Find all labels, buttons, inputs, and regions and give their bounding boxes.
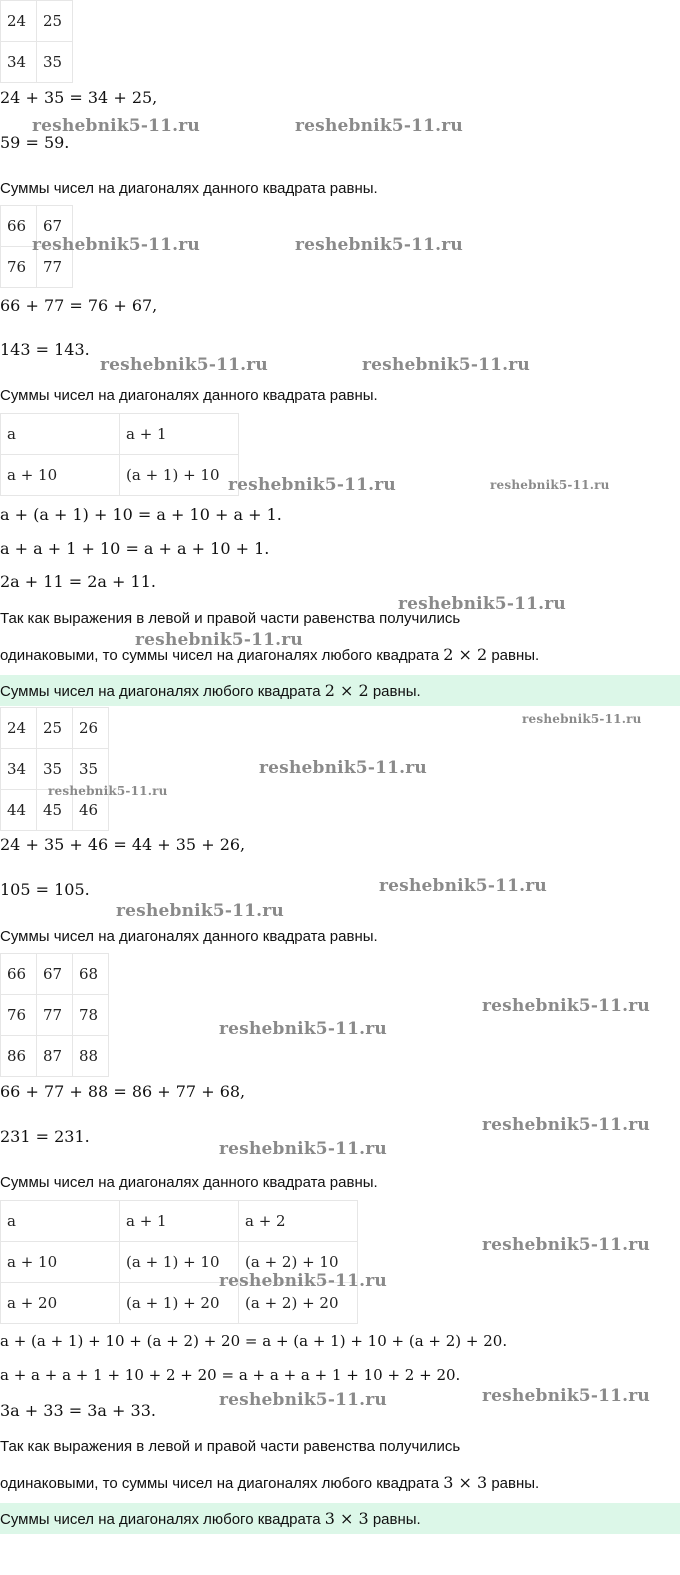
grid-cell: 86 bbox=[1, 1036, 37, 1077]
grid-cell: (a + 2) + 20 bbox=[239, 1283, 358, 1324]
watermark: reshebnik5-11.ru bbox=[219, 1139, 387, 1159]
explanation-text: Так как выражения в левой и правой части равенства получились bbox=[0, 1438, 461, 1455]
grid-cell: 45 bbox=[37, 790, 73, 831]
grid-cell: a bbox=[1, 1201, 120, 1242]
equation: a + a + 1 + 10 = a + a + 10 + 1. bbox=[0, 539, 270, 558]
grid-cell: 77 bbox=[37, 247, 73, 288]
watermark: reshebnik5-11.ru bbox=[482, 1115, 650, 1135]
equation: 231 = 231. bbox=[0, 1127, 90, 1146]
watermark: reshebnik5-11.ru bbox=[490, 478, 610, 492]
grid-cell: 25 bbox=[37, 708, 73, 749]
text-fragment: равны. bbox=[372, 1511, 421, 1528]
watermark: reshebnik5-11.ru bbox=[398, 594, 566, 614]
watermark: reshebnik5-11.ru bbox=[32, 235, 200, 255]
watermark: reshebnik5-11.ru bbox=[295, 235, 463, 255]
equation: 66 + 77 + 88 = 86 + 77 + 68, bbox=[0, 1082, 246, 1101]
grid-cell: 88 bbox=[73, 1036, 109, 1077]
grid-cell: 76 bbox=[1, 247, 37, 288]
equation: 3a + 33 = 3a + 33. bbox=[0, 1401, 156, 1420]
watermark: reshebnik5-11.ru bbox=[48, 784, 168, 798]
grid-cell: 68 bbox=[73, 954, 109, 995]
inline-math: 2 × 2 bbox=[443, 645, 488, 664]
equation: 2a + 11 = 2a + 11. bbox=[0, 572, 156, 591]
inline-math: 3 × 3 bbox=[443, 1473, 488, 1492]
watermark: reshebnik5-11.ru bbox=[295, 116, 463, 136]
text-fragment: Суммы чисел на диагоналях любого квадрата bbox=[0, 683, 321, 700]
grid-cell: 87 bbox=[37, 1036, 73, 1077]
watermark: reshebnik5-11.ru bbox=[228, 475, 396, 495]
grid-cell: 67 bbox=[37, 206, 73, 247]
grid-cell: a + 20 bbox=[1, 1283, 120, 1324]
explanation-text bbox=[0, 1473, 539, 1492]
answer-highlight bbox=[0, 675, 680, 706]
grid-cell: 66 bbox=[1, 206, 37, 247]
grid-cell: 25 bbox=[37, 1, 73, 42]
text-fragment: одинаковыми, то суммы чисел на диагоналях любого квадрата bbox=[0, 1475, 440, 1492]
grid-cell: 24 bbox=[1, 708, 37, 749]
conclusion-text: Суммы чисел на диагоналях данного квадрата равны. bbox=[0, 387, 378, 404]
equation: a + a + a + 1 + 10 + 2 + 20 = a + a + a + 1 + 10 + 2 + 20. bbox=[0, 1366, 461, 1384]
grid-cell: 44 bbox=[1, 790, 37, 831]
watermark: reshebnik5-11.ru bbox=[116, 901, 284, 921]
watermark: reshebnik5-11.ru bbox=[482, 1235, 650, 1255]
grid-cell: 78 bbox=[73, 995, 109, 1036]
grid-cell: (a + 1) + 10 bbox=[120, 455, 239, 496]
grid-cell: a + 1 bbox=[120, 1201, 239, 1242]
conclusion-text: Суммы чисел на диагоналях данного квадрата равны. bbox=[0, 180, 378, 197]
watermark: reshebnik5-11.ru bbox=[482, 996, 650, 1016]
equation: 66 + 77 = 76 + 67, bbox=[0, 296, 158, 315]
explanation-text: Так как выражения в левой и правой части равенства получились bbox=[0, 610, 461, 627]
equation: a + (a + 1) + 10 = a + 10 + a + 1. bbox=[0, 505, 282, 524]
grid-cell: 66 bbox=[1, 954, 37, 995]
watermark: reshebnik5-11.ru bbox=[219, 1271, 387, 1291]
grid-cell: 35 bbox=[37, 42, 73, 83]
grid-cell: 35 bbox=[37, 749, 73, 790]
grid-cell: a + 10 bbox=[1, 1242, 120, 1283]
text-fragment: равны. bbox=[491, 647, 540, 664]
watermark: reshebnik5-11.ru bbox=[522, 712, 642, 726]
grid-cell: (a + 1) + 10 bbox=[120, 1242, 239, 1283]
text-fragment: равны. bbox=[372, 683, 421, 700]
inline-math: 2 × 2 bbox=[324, 681, 369, 700]
grid-cell: 34 bbox=[1, 749, 37, 790]
expression-grid-2x2 bbox=[0, 413, 239, 496]
grid-cell: 35 bbox=[73, 749, 109, 790]
grid-cell: 24 bbox=[1, 1, 37, 42]
number-grid-3x3-a bbox=[0, 707, 109, 831]
watermark: reshebnik5-11.ru bbox=[379, 876, 547, 896]
inline-math: 3 × 3 bbox=[324, 1509, 369, 1528]
grid-cell: (a + 2) + 10 bbox=[239, 1242, 358, 1283]
watermark: reshebnik5-11.ru bbox=[362, 355, 530, 375]
watermark: reshebnik5-11.ru bbox=[135, 630, 303, 650]
equation: 24 + 35 = 34 + 25, bbox=[0, 88, 158, 107]
equation: 59 = 59. bbox=[0, 133, 70, 152]
text-fragment: Суммы чисел на диагоналях любого квадрата bbox=[0, 1511, 321, 1528]
watermark: reshebnik5-11.ru bbox=[259, 758, 427, 778]
grid-cell: 76 bbox=[1, 995, 37, 1036]
equation: a + (a + 1) + 10 + (a + 2) + 20 = a + (a + 1) + 10 + (a + 2) + 20. bbox=[0, 1332, 508, 1350]
conclusion-text: Суммы чисел на диагоналях данного квадрата равны. bbox=[0, 1174, 378, 1191]
equation: 143 = 143. bbox=[0, 340, 90, 359]
equation: 105 = 105. bbox=[0, 880, 90, 899]
number-grid-2x2-a bbox=[0, 0, 73, 83]
watermark: reshebnik5-11.ru bbox=[219, 1019, 387, 1039]
text-fragment: равны. bbox=[491, 1475, 540, 1492]
grid-cell: 77 bbox=[37, 995, 73, 1036]
grid-cell: 67 bbox=[37, 954, 73, 995]
grid-cell: 46 bbox=[73, 790, 109, 831]
answer-highlight bbox=[0, 1503, 680, 1534]
grid-cell: (a + 1) + 20 bbox=[120, 1283, 239, 1324]
grid-cell: a + 1 bbox=[120, 414, 239, 455]
expression-grid-3x3 bbox=[0, 1200, 358, 1324]
grid-cell: a bbox=[1, 414, 120, 455]
text-fragment: одинаковыми, то суммы чисел на диагоналях любого квадрата bbox=[0, 647, 440, 664]
grid-cell: a + 2 bbox=[239, 1201, 358, 1242]
grid-cell: a + 10 bbox=[1, 455, 120, 496]
watermark: reshebnik5-11.ru bbox=[219, 1390, 387, 1410]
equation: 24 + 35 + 46 = 44 + 35 + 26, bbox=[0, 835, 246, 854]
watermark: reshebnik5-11.ru bbox=[32, 116, 200, 136]
number-grid-3x3-b bbox=[0, 953, 109, 1077]
watermark: reshebnik5-11.ru bbox=[100, 355, 268, 375]
watermark: reshebnik5-11.ru bbox=[482, 1386, 650, 1406]
grid-cell: 26 bbox=[73, 708, 109, 749]
grid-cell: 34 bbox=[1, 42, 37, 83]
conclusion-text: Суммы чисел на диагоналях данного квадрата равны. bbox=[0, 928, 378, 945]
